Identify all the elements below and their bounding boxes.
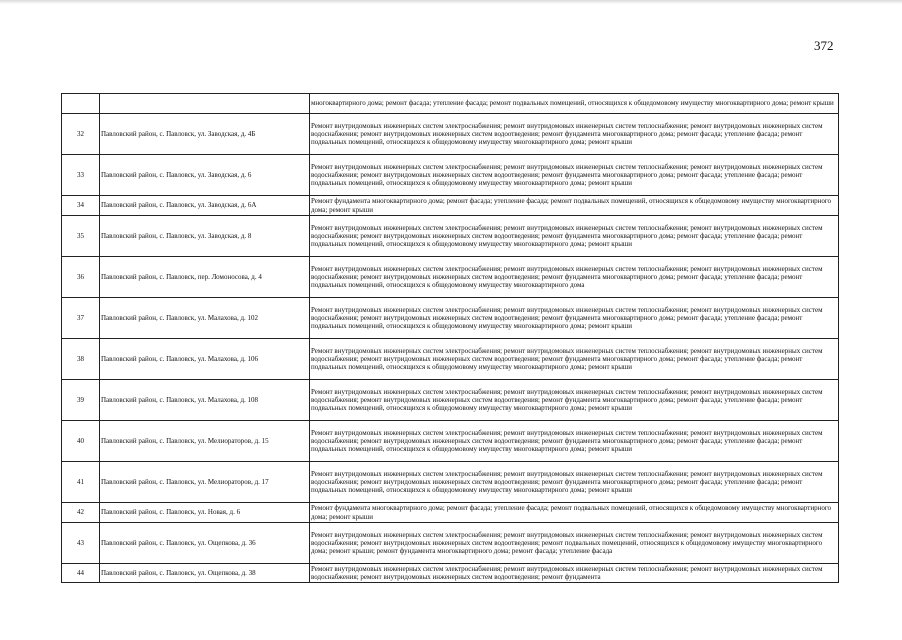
- scan-edge: [0, 0, 902, 4]
- table-row: [62, 339, 839, 380]
- row-address: Павловский район, с. Павловск, ул. Новая, д. 6: [100, 503, 310, 523]
- row-number: 37: [62, 298, 100, 339]
- row-address: Павловский район, с. Павловск, пер. Ломоносова, д. 4: [100, 257, 310, 298]
- row-address: Павловский район, с. Павловск, ул. Ощепкова, д. 36: [100, 523, 310, 564]
- table-row: [62, 421, 839, 462]
- row-works: Ремонт внутридомовых инженерных систем электроснабжения; ремонт внутридомовых инженерных систем теплоснабжения; ремонт внутридомовых инженерных систем водоснабжения; ремонт внутридомовых инженерных систем водоотведения; ремонт подвальных помещений, относящихся к общедомовому имуществу многоквартирного дома; ремонт крыши; ремонт фундамента многоквартирного дома; ремонт фасада; утепление фасада: [310, 523, 839, 564]
- row-address: Павловский район, с. Павловск, ул. Заводская, д. 8: [100, 216, 310, 257]
- table-row: [62, 523, 839, 564]
- row-number: 35: [62, 216, 100, 257]
- row-address: Павловский район, с. Павловск, ул. Заводская, д. 4Б: [100, 114, 310, 155]
- table-row: [62, 503, 839, 523]
- row-number: 42: [62, 503, 100, 523]
- repair-works-table: [61, 93, 839, 583]
- row-address: Павловский район, с. Павловск, ул. Мелиораторов, д. 17: [100, 462, 310, 503]
- row-number: 39: [62, 380, 100, 421]
- row-works: Ремонт фундамента многоквартирного дома; ремонт фасада; утепление фасада; ремонт подвальных помещений, относящихся к общедомовому имуществу многоквартирного дома; ремонт крыши: [310, 196, 839, 216]
- table-row: [62, 216, 839, 257]
- page-number: 372: [814, 38, 834, 53]
- row-works: многоквартирного дома; ремонт фасада; утепление фасада; ремонт подвальных помещений, относящихся к общедомовому имуществу многоквартирного дома; ремонт крыши: [310, 94, 839, 114]
- table-row: [62, 257, 839, 298]
- row-address: Павловский район, с. Павловск, ул. Мелиораторов, д. 15: [100, 421, 310, 462]
- row-number: 36: [62, 257, 100, 298]
- row-number: 41: [62, 462, 100, 503]
- row-works: Ремонт внутридомовых инженерных систем электроснабжения; ремонт внутридомовых инженерных систем теплоснабжения; ремонт внутридомовых инженерных систем водоснабжения; ремонт внутридомовых инженерных систем водоотведения; ремонт фундамента многоквартирного дома; ремонт фасада; утепление фасада; ремонт подвальных помещений, относящихся к общедомовому имуществу многоквартирного дома; ремонт крыши: [310, 380, 839, 421]
- row-works: Ремонт внутридомовых инженерных систем электроснабжения; ремонт внутридомовых инженерных систем теплоснабжения; ремонт внутридомовых инженерных систем водоснабжения; ремонт внутридомовых инженерных систем водоотведения; ремонт фундамента многоквартирного дома; ремонт фасада; утепление фасада; ремонт подвальных помещений, относящихся к общедомовому имуществу многоквартирного дома; ремонт крыши: [310, 339, 839, 380]
- row-address: Павловский район, с. Павловск, ул. Малахова, д. 106: [100, 339, 310, 380]
- row-address: Павловский район, с. Павловск, ул. Заводская, д. 6А: [100, 196, 310, 216]
- row-works: Ремонт внутридомовых инженерных систем электроснабжения; ремонт внутридомовых инженерных систем теплоснабжения; ремонт внутридомовых инженерных систем водоснабжения; ремонт внутридомовых инженерных систем водоотведения; ремонт фундамента многоквартирного дома; ремонт фасада; утепление фасада; ремонт подвальных помещений, относящихся к общедомовому имуществу многоквартирного дома; ремонт крыши: [310, 114, 839, 155]
- row-number: 34: [62, 196, 100, 216]
- row-works: Ремонт внутридомовых инженерных систем электроснабжения; ремонт внутридомовых инженерных систем теплоснабжения; ремонт внутридомовых инженерных систем водоснабжения; ремонт внутридомовых инженерных систем водоотведения; ремонт фундамента многоквартирного дома; ремонт фасада; утепление фасада; ремонт подвальных помещений, относящихся к общедомовому имуществу многоквартирного дома; ремонт крыши: [310, 216, 839, 257]
- row-address: Павловский район, с. Павловск, ул. Малахова, д. 108: [100, 380, 310, 421]
- table-row: [62, 380, 839, 421]
- row-number: 44: [62, 564, 100, 583]
- table-row: [62, 298, 839, 339]
- table-row: [62, 94, 839, 114]
- row-address: [100, 94, 310, 114]
- row-works: Ремонт внутридомовых инженерных систем электроснабжения; ремонт внутридомовых инженерных систем теплоснабжения; ремонт внутридомовых инженерных систем водоснабжения; ремонт внутридомовых инженерных систем водоотведения; ремонт фундамента многоквартирного дома; ремонт фасада; утепление фасада; ремонт подвальных помещений, относящихся к общедомовому имуществу многоквартирного дома; ремонт крыши: [310, 462, 839, 503]
- row-works: Ремонт фундамента многоквартирного дома; ремонт фасада; утепление фасада; ремонт подвальных помещений, относящихся к общедомовому имуществу многоквартирного дома; ремонт крыши: [310, 503, 839, 523]
- table-row: [62, 564, 839, 583]
- row-address: Павловский район, с. Павловск, ул. Малахова, д. 102: [100, 298, 310, 339]
- row-address: Павловский район, с. Павловск, ул. Ощепкова, д. 38: [100, 564, 310, 583]
- row-number: 43: [62, 523, 100, 564]
- row-works: Ремонт внутридомовых инженерных систем электроснабжения; ремонт внутридомовых инженерных систем теплоснабжения; ремонт внутридомовых инженерных систем водоснабжения; ремонт внутридомовых инженерных систем водоотведения; ремонт фундамента многоквартирного дома; ремонт фасада; утепление фасада; ремонт подвальных помещений, относящихся к общедомовому имуществу многоквартирного дома; ремонт крыши: [310, 155, 839, 196]
- table-row: [62, 462, 839, 503]
- table-row: [62, 114, 839, 155]
- table-row: [62, 155, 839, 196]
- row-number: 32: [62, 114, 100, 155]
- table-body: [62, 94, 839, 583]
- row-works: Ремонт внутридомовых инженерных систем электроснабжения; ремонт внутридомовых инженерных систем теплоснабжения; ремонт внутридомовых инженерных систем водоснабжения; ремонт внутридомовых инженерных систем водоотведения; ремонт фундамента многоквартирного дома; ремонт фасада; утепление фасада; ремонт подвальных помещений, относящихся к общедомовому имуществу многоквартирного дома; ремонт крыши: [310, 298, 839, 339]
- row-works: Ремонт внутридомовых инженерных систем электроснабжения; ремонт внутридомовых инженерных систем теплоснабжения; ремонт внутридомовых инженерных систем водоснабжения; ремонт внутридомовых инженерных систем водоотведения; ремонт фундамента: [310, 564, 839, 583]
- row-address: Павловский район, с. Павловск, ул. Заводская, д. 6: [100, 155, 310, 196]
- row-works: Ремонт внутридомовых инженерных систем электроснабжения; ремонт внутридомовых инженерных систем теплоснабжения; ремонт внутридомовых инженерных систем водоснабжения; ремонт внутридомовых инженерных систем водоотведения; ремонт фундамента многоквартирного дома; ремонт фасада; утепление фасада; ремонт подвальных помещений, относящихся к общедомовому имуществу многоквартирного дома; ремонт крыши: [310, 421, 839, 462]
- row-number: [62, 94, 100, 114]
- row-works: Ремонт внутридомовых инженерных систем электроснабжения; ремонт внутридомовых инженерных систем теплоснабжения; ремонт внутридомовых инженерных систем водоснабжения; ремонт внутридомовых инженерных систем водоотведения; ремонт фундамента многоквартирного дома; ремонт фасада; утепление фасада; ремонт подвальных помещений, относящихся к общедомовому имуществу многоквартирного дома: [310, 257, 839, 298]
- table-row: [62, 196, 839, 216]
- row-number: 38: [62, 339, 100, 380]
- row-number: 40: [62, 421, 100, 462]
- row-number: 33: [62, 155, 100, 196]
